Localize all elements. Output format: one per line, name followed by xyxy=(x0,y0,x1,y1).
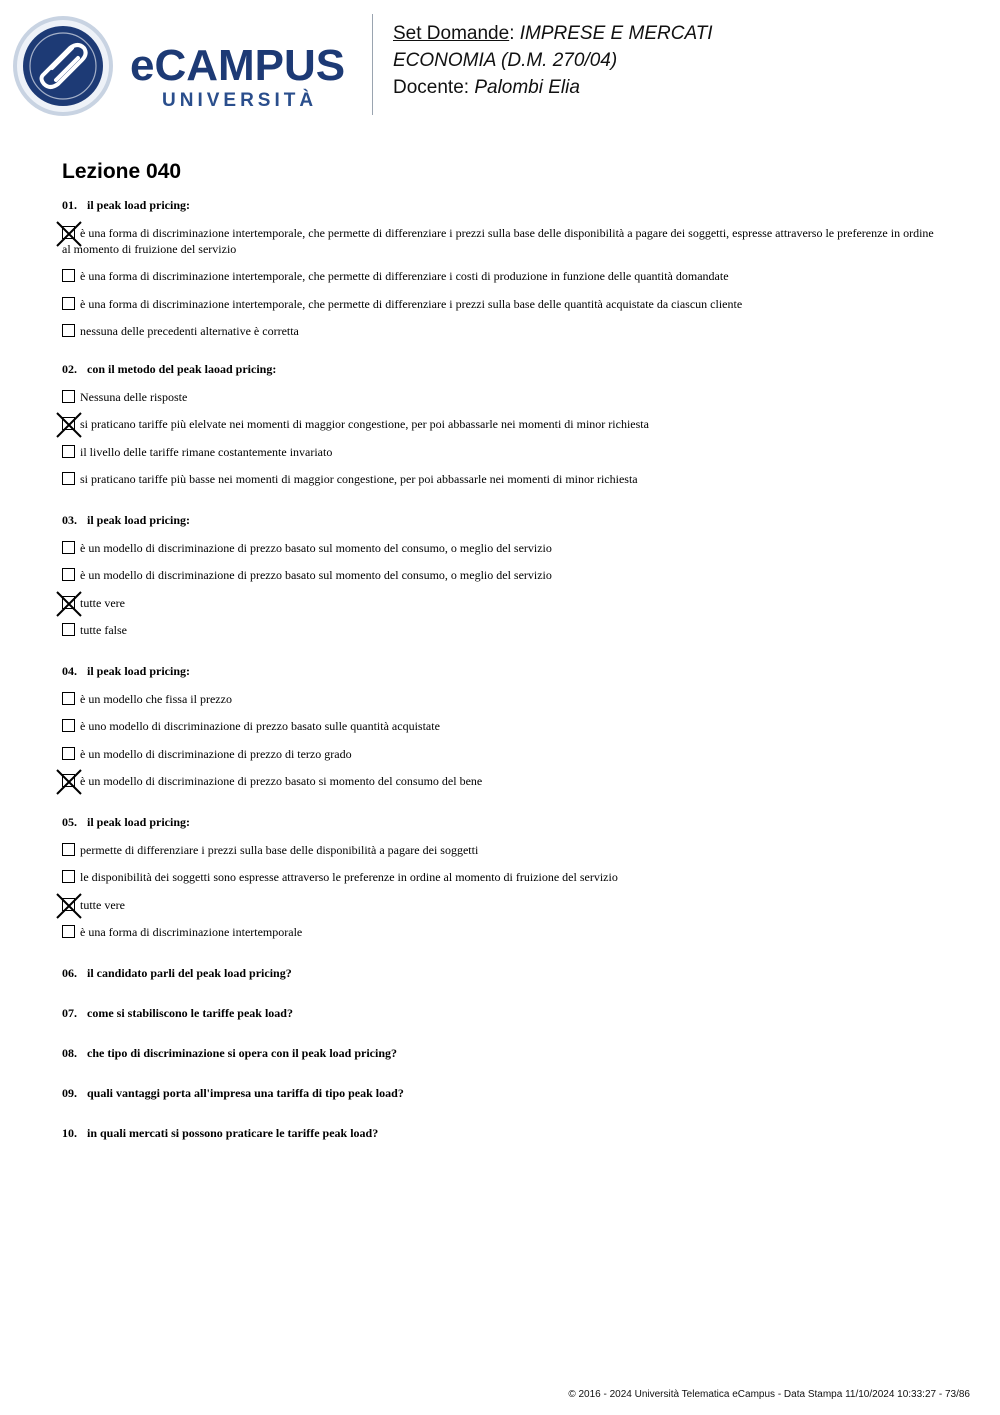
cross-mark-icon xyxy=(57,894,81,918)
answer-text: tutte vere xyxy=(80,897,125,912)
set-label: Set Domande xyxy=(393,23,510,44)
question-06 xyxy=(62,965,292,981)
answer-option[interactable] xyxy=(62,842,942,858)
answer-checkbox[interactable] xyxy=(62,297,75,310)
answer-text: nessuna delle precedenti alternative è corretta xyxy=(80,324,299,338)
question-number: 01. xyxy=(62,198,77,212)
question-text: il peak load pricing: xyxy=(87,513,191,527)
answer-text: Nessuna delle risposte xyxy=(80,389,188,404)
answer-text: il livello delle tariffe rimane costantemente invariato xyxy=(80,444,333,459)
set-separator: : xyxy=(509,23,515,44)
teacher-line xyxy=(393,74,713,101)
svg-text:eCAMPUS: eCAMPUS xyxy=(130,41,346,90)
question-number: 04. xyxy=(62,664,77,678)
question-number: 09. xyxy=(62,1086,77,1100)
answer-option[interactable] xyxy=(62,296,942,312)
answer-option[interactable] xyxy=(62,540,942,556)
answer-options xyxy=(62,225,942,340)
answer-text: è un modello di discriminazione di prezzo di terzo grado xyxy=(80,746,352,761)
ecampus-logo xyxy=(12,12,357,120)
answer-checkbox[interactable] xyxy=(62,596,75,609)
question-number: 07. xyxy=(62,1006,77,1020)
answer-option[interactable] xyxy=(62,746,942,762)
question-heading xyxy=(62,814,942,830)
answer-checkbox[interactable] xyxy=(62,269,75,282)
answer-option[interactable] xyxy=(62,924,942,940)
answer-option[interactable] xyxy=(62,869,942,885)
answer-text: è un modello che fissa il prezzo xyxy=(80,691,232,706)
answer-option[interactable] xyxy=(62,595,942,611)
header-info xyxy=(393,20,713,101)
answer-checkbox[interactable] xyxy=(62,719,75,732)
set-title-line2: ECONOMIA (D.M. 270/04) xyxy=(393,50,618,71)
answer-checkbox[interactable] xyxy=(62,898,75,911)
question-number: 05. xyxy=(62,815,77,829)
answer-text: è una forma di discriminazione intertemporale, che permette di differenziare i prezzi sulla base delle quantità acquistate da ciascun cliente xyxy=(80,296,743,311)
question-text: con il metodo del peak laoad pricing: xyxy=(87,362,277,376)
teacher-name: Palombi Elia xyxy=(474,77,580,98)
set-title-line1: IMPRESE E MERCATI xyxy=(519,23,713,44)
answer-text: tutte false xyxy=(80,623,127,637)
page-footer: © 2016 - 2024 Università Telematica eCampus - Data Stampa 11/10/2024 10:33:27 - 73/86 xyxy=(568,1389,970,1400)
answer-option[interactable] xyxy=(62,897,942,913)
question-text: come si stabiliscono le tariffe peak load? xyxy=(87,1006,293,1020)
answer-option[interactable] xyxy=(62,389,942,405)
question-text: quali vantaggi porta all'impresa una tariffa di tipo peak load? xyxy=(87,1086,404,1100)
answer-checkbox[interactable] xyxy=(62,774,75,787)
answer-options xyxy=(62,842,942,941)
question-text: il peak load pricing: xyxy=(87,815,191,829)
answer-checkbox[interactable] xyxy=(62,747,75,760)
answer-option[interactable] xyxy=(62,444,942,460)
answer-checkbox[interactable] xyxy=(62,925,75,938)
answer-options xyxy=(62,691,942,790)
answer-checkbox[interactable] xyxy=(62,568,75,581)
answer-checkbox[interactable] xyxy=(62,417,75,430)
answer-text: è uno modello di discriminazione di prezzo basato sulle quantità acquistate xyxy=(80,719,440,733)
answer-text: è una forma di discriminazione intertemporale, che permette di differenziare i prezzi sulla base delle disponibilità a pagare dei soggetti, espresse attraverso le preferenze in ordine al momento di fruizione del servizio xyxy=(62,225,934,256)
answer-option[interactable] xyxy=(62,225,942,257)
answer-checkbox[interactable] xyxy=(62,623,75,636)
question-text: il peak load pricing: xyxy=(87,664,191,678)
answer-option[interactable] xyxy=(62,622,942,638)
answer-option[interactable] xyxy=(62,691,942,707)
answer-text: si praticano tariffe più elelvate nei momenti di maggior congestione, per poi abbassarle nei momenti di minor richiesta xyxy=(80,417,649,431)
question-text: il candidato parli del peak load pricing? xyxy=(87,966,292,980)
answer-checkbox[interactable] xyxy=(62,445,75,458)
question-03 xyxy=(62,512,942,638)
answer-text: è una forma di discriminazione intertemporale xyxy=(80,925,303,939)
answer-checkbox[interactable] xyxy=(62,870,75,883)
question-08 xyxy=(62,1045,397,1061)
question-number: 10. xyxy=(62,1126,77,1140)
question-05 xyxy=(62,814,942,940)
question-04 xyxy=(62,663,942,789)
header-divider xyxy=(372,14,373,115)
lesson-title: Lezione 040 xyxy=(62,160,182,183)
teacher-label: Docente: xyxy=(393,77,470,98)
question-01 xyxy=(62,197,942,339)
answer-options xyxy=(62,540,942,639)
question-number: 03. xyxy=(62,513,77,527)
answer-text: permette di differenziare i prezzi sulla base delle disponibilità a pagare dei soggetti xyxy=(80,842,479,857)
answer-option[interactable] xyxy=(62,323,942,339)
answer-checkbox[interactable] xyxy=(62,472,75,485)
question-heading xyxy=(62,663,942,679)
answer-option[interactable] xyxy=(62,416,942,432)
question-02 xyxy=(62,361,942,487)
svg-text:UNIVERSITÀ: UNIVERSITÀ xyxy=(162,90,318,111)
answer-options xyxy=(62,389,942,488)
cross-mark-icon xyxy=(57,770,81,794)
answer-text: le disponibilità dei soggetti sono espresse attraverso le preferenze in ordine al momento di fruizione del servizio xyxy=(80,870,618,884)
answer-text: è una forma di discriminazione intertemporale, che permette di differenziare i costi di produzione in funzione delle quantità domandate xyxy=(80,269,729,283)
answer-option[interactable] xyxy=(62,268,942,284)
answer-option[interactable] xyxy=(62,471,942,487)
answer-text: si praticano tariffe più basse nei momenti di maggior congestione, per poi abbassarle nei momenti di minor richiesta xyxy=(80,472,638,486)
question-text: che tipo di discriminazione si opera con il peak load pricing? xyxy=(87,1046,398,1060)
answer-checkbox[interactable] xyxy=(62,843,75,856)
question-07 xyxy=(62,1005,293,1021)
question-heading xyxy=(62,512,942,528)
answer-option[interactable] xyxy=(62,773,942,789)
answer-text: tutte vere xyxy=(80,595,125,610)
answer-text: è un modello di discriminazione di prezzo basato sul momento del consumo, o meglio del servizio xyxy=(80,540,552,555)
question-09 xyxy=(62,1085,404,1101)
question-number: 06. xyxy=(62,966,77,980)
question-10 xyxy=(62,1125,378,1141)
set-line xyxy=(393,20,713,47)
answer-option[interactable] xyxy=(62,567,942,583)
answer-checkbox[interactable] xyxy=(62,390,75,403)
answer-option[interactable] xyxy=(62,718,942,734)
question-heading xyxy=(62,197,942,213)
question-heading xyxy=(62,361,942,377)
cross-mark-icon xyxy=(57,413,81,437)
answer-text: è un modello di discriminazione di prezzo basato sul momento del consumo, o meglio del servizio xyxy=(80,568,552,582)
question-text: il peak load pricing: xyxy=(87,198,191,212)
cross-mark-icon xyxy=(57,592,81,616)
answer-checkbox[interactable] xyxy=(62,226,75,239)
question-number: 02. xyxy=(62,362,77,376)
answer-checkbox[interactable] xyxy=(62,324,75,337)
question-text: in quali mercati si possono praticare le tariffe peak load? xyxy=(87,1126,379,1140)
question-number: 08. xyxy=(62,1046,77,1060)
answer-checkbox[interactable] xyxy=(62,541,75,554)
answer-checkbox[interactable] xyxy=(62,692,75,705)
answer-text: è un modello di discriminazione di prezzo basato si momento del consumo del bene xyxy=(80,774,483,788)
